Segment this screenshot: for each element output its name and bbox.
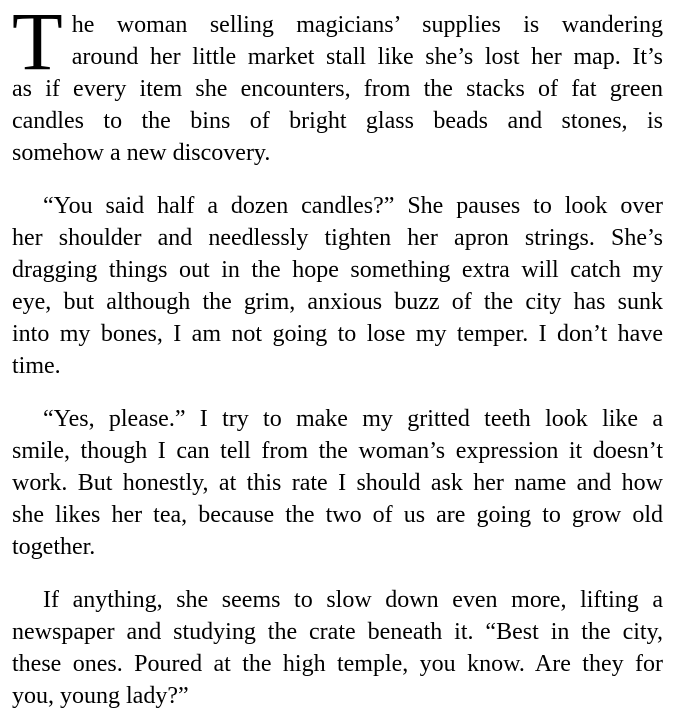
text-line: time.	[12, 353, 61, 379]
text-line: “You said half a dozen candles?” She pauses to look over	[43, 193, 663, 219]
paragraph-closing	[12, 584, 663, 712]
text-line: she likes her tea, because the two of us are going to grow old	[12, 502, 663, 528]
text-line: eye, but although the grim, anxious buzz of the city has sunk	[12, 289, 663, 315]
text-line: candles to the bins of bright glass beads and stones, is	[12, 108, 663, 134]
text-line: If anything, she seems to slow down even more, lifting a	[43, 587, 663, 613]
text-line: work. But honestly, at this rate I should ask her name and how	[12, 470, 663, 496]
paragraph-opening	[12, 0, 663, 169]
text-line: dragging things out in the hope something extra will catch my	[12, 257, 663, 283]
paragraph-dialogue-yes-please	[12, 403, 663, 563]
text-line: these ones. Poured at the high temple, you know. Are they for	[12, 651, 663, 677]
text-line: he woman selling magicians’ supplies is wandering	[71, 12, 663, 38]
text-line: into my bones, I am not going to lose my temper. I don’t have	[12, 321, 663, 347]
text-line: as if every item she encounters, from the stacks of fat green	[12, 76, 663, 102]
text-line: around her little market stall like she’s lost her map. It’s	[71, 44, 663, 70]
dropcap-letter: T	[12, 0, 63, 87]
text-line: newspaper and studying the crate beneath it. “Best in the city,	[12, 619, 663, 645]
text-line: you, young lady?”	[12, 683, 189, 709]
paragraph-dialogue-candles	[12, 190, 663, 382]
text-line: “Yes, please.” I try to make my gritted teeth look like a	[43, 406, 663, 432]
text-line: smile, though I can tell from the woman’s expression it doesn’t	[12, 438, 663, 464]
text-line: together.	[12, 534, 96, 560]
text-line: somehow a new discovery.	[12, 140, 271, 166]
text-line: her shoulder and needlessly tighten her apron strings. She’s	[12, 225, 663, 251]
